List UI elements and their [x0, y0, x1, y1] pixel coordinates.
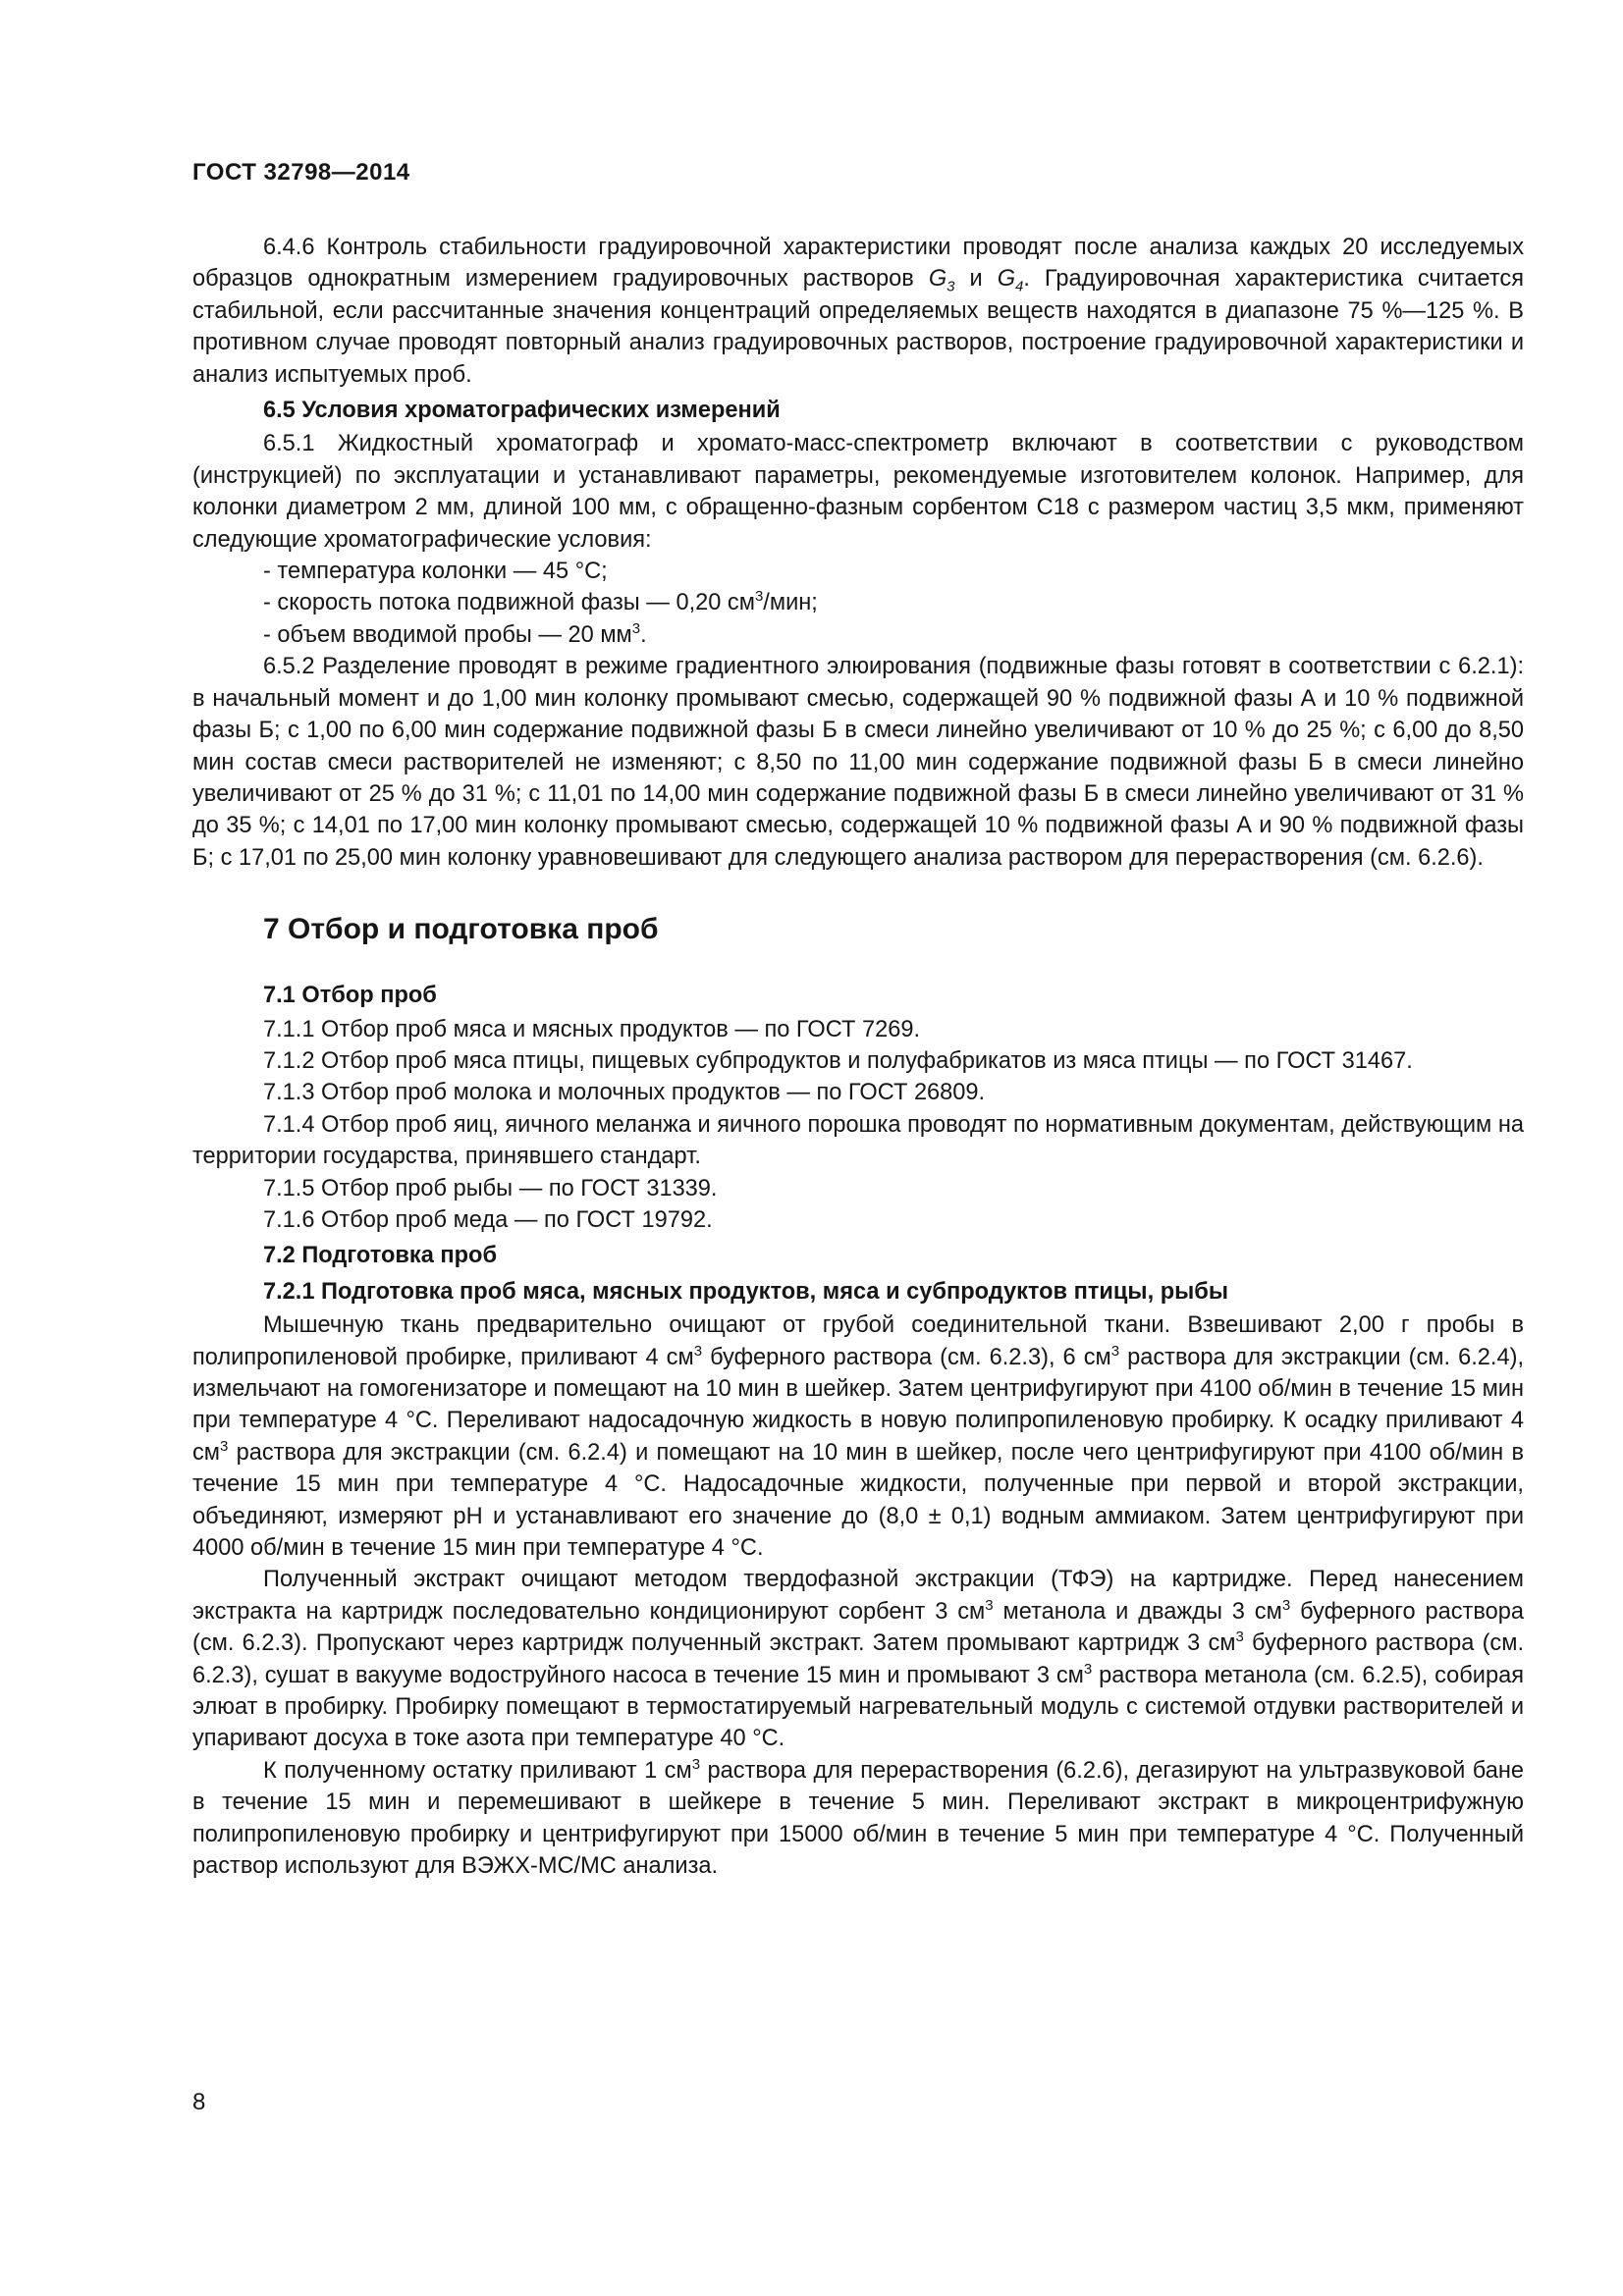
heading-7-2-1: 7.2.1 Подготовка проб мяса, мясных продуктов, мяса и субпродуктов птицы, рыбы	[263, 1278, 1228, 1305]
list-item-column-temperature: - температура колонки — 45 °С;	[263, 559, 608, 585]
paragraph-7-1-2: 7.1.2 Отбор проб мяса птицы, пищевых субпродуктов и полуфабрикатов из мяса птицы — по ГОСТ 31467.	[263, 1047, 1413, 1074]
document-code-header: ГОСТ 32798—2014	[192, 159, 410, 186]
paragraph-7-1-3: 7.1.3 Отбор проб молока и молочных продуктов — по ГОСТ 26809.	[263, 1080, 986, 1106]
paragraph-7-1-5: 7.1.5 Отбор проб рыбы — по ГОСТ 31339.	[263, 1175, 718, 1201]
paragraph-6-5-2: 6.5.2 Разделение проводят в режиме градиентного элюирования (подвижные фазы готовят в соответствии с 6.2.1): в начальный момент и до 1,00 мин колонку промывают смесью, содержащей 90 % подвижной фазы А и 10 % подвижной фазы Б; с 1,00 по 6,00 мин содержание подвижной фазы Б в смеси линейно увеличивают от 10 % до 25 %; с 6,00 до 8,50 мин состав смеси растворителей не изменяют; с 8,50 по 11,00 мин содержание подвижной фазы Б в смеси линейно увеличивают от 25 % до 31 %; с 11,01 по 14,00 мин содержание подвижной фазы Б в смеси линейно увеличивают от 31 % до 35 %; с 14,01 по 17,00 мин колонку промывают смесью, содержащей 10 % подвижной фазы А и 90 % подвижной фазы Б; с 17,01 по 25,00 мин колонку уравновешивают для следующего анализа раствором для перерастворения (см. 6.2.6).	[192, 654, 1524, 871]
paragraph-7-2-1-spe-cleanup: Полученный экстракт очищают методом твердофазной экстракции (ТФЭ) на картридже. Перед нанесением экстракта на картридж последовательно кондиционируют сорбент 3 $см^3$ метанола и дважды 3 $см^3$ буферного раствора (см. 6.2.3). Пропускают через картридж полученный экстракт. Затем промывают картридж 3 $см^3$ буферного раствора (см. 6.2.3), сушат в вакууме водоструйного насоса в течение 15 мин и промывают 3 $см^3$ раствора метанола (см. 6.2.5), собирая элюат в пробирку. Пробирку помещают в термостатируемый нагревательный модуль с системой отдувки растворителей и упаривают досуха в токе азота при температуре 40 °С.	[192, 1567, 1524, 1752]
list-item-flow-rate: - скорость потока подвижной фазы — 0,20 $см^3$/мин;	[263, 588, 818, 616]
paragraph-6-4-6: 6.4.6 Контроль стабильности градуировочной характеристики проводят после анализа каждых 20 исследуемых образцов однократным измерением градуировочных растворов $G_3$ и $G_4$. Градуировочная характеристика считается стабильной, если рассчитанные значения концентраций определяемых веществ находятся в диапазоне 75 %—125 %. В противном случае проводят повторный анализ градуировочных растворов, построение градуировочной характеристики и анализ испытуемых проб.	[192, 235, 1524, 388]
paragraph-7-1-1: 7.1.1 Отбор проб мяса и мясных продуктов — по ГОСТ 7269.	[263, 1016, 920, 1042]
paragraph-7-1-4: 7.1.4 Отбор проб яиц, яичного меланжа и яичного порошка проводят по нормативным документам, действующим на территории государства, принявшего стандарт.	[192, 1111, 1524, 1170]
solution-g3: $G_3$	[928, 266, 955, 296]
heading-6-5: 6.5 Условия хроматографических измерений	[263, 398, 781, 424]
document-body	[192, 232, 1524, 1883]
heading-section-7: 7 Отбор и подготовка проб	[263, 913, 659, 946]
list-item-injection-volume: - объем вводимой пробы — 20 $мм^3$.	[263, 620, 647, 648]
heading-7-2: 7.2 Подготовка проб	[263, 1243, 498, 1269]
paragraph-7-2-1-redissolution: К полученному остатку приливают 1 $см^3$ раствора для перерастворения (6.2.6), дегазируют на ультразвуковой бане в течение 15 мин и перемешивают в шейкере в течение 5 мин. Переливают экстракт в микроцентрифужную полипропиленовую пробирку и центрифугируют при 15000 об/мин в течение 5 мин при температуре 4 °С. Полученный раствор используют для ВЭЖХ-МС/МС анализа.	[192, 1756, 1524, 1880]
paragraph-7-2-1-sample-extraction: Мышечную ткань предварительно очищают от грубой соединительной ткани. Взвешивают 2,00 г пробы в полипропиленовой пробирке, приливают 4 $см^3$ буферного раствора (см. 6.2.3), 6 $см^3$ раствора для экстракции (см. 6.2.4), измельчают на гомогенизаторе и помещают на 10 мин в шейкер. Затем центрифугируют при 4100 об/мин в течение 15 мин при температуре 4 °С. Переливают надосадочную жидкость в новую полипропиленовую пробирку. К осадку приливают 4 $см^3$ раствора для экстракции (см. 6.2.4) и помещают на 10 мин в шейкер, после чего центрифугируют при 4100 об/мин в течение 15 мин при температуре 4 °С. Надосадочные жидкости, полученные при первой и второй экстракции, объединяют, измеряют pH и устанавливают его значение до (8,0 ± 0,1) водным аммиаком. Затем центрифугируют при 4000 об/мин в течение 15 мин при температуре 4 °С.	[192, 1312, 1525, 1562]
heading-7-1: 7.1 Отбор проб	[263, 983, 437, 1009]
paragraph-6-5-1: 6.5.1 Жидкостный хроматограф и хромато-масс-спектрометр включают в соответствии с руководством (инструкцией) по эксплуатации и устанавливают параметры, рекомендуемые изготовителем колонок. Например, для колонки диаметром 2 мм, длиной 100 мм, с обращенно-фазным сорбентом С18 с размером частиц 3,5 мкм, применяют следующие хроматографические условия:	[192, 431, 1524, 553]
paragraph-7-1-6: 7.1.6 Отбор проб меда — по ГОСТ 19792.	[263, 1206, 713, 1233]
solution-g4: $G_4$	[997, 266, 1024, 296]
page-number: 8	[192, 2089, 206, 2115]
